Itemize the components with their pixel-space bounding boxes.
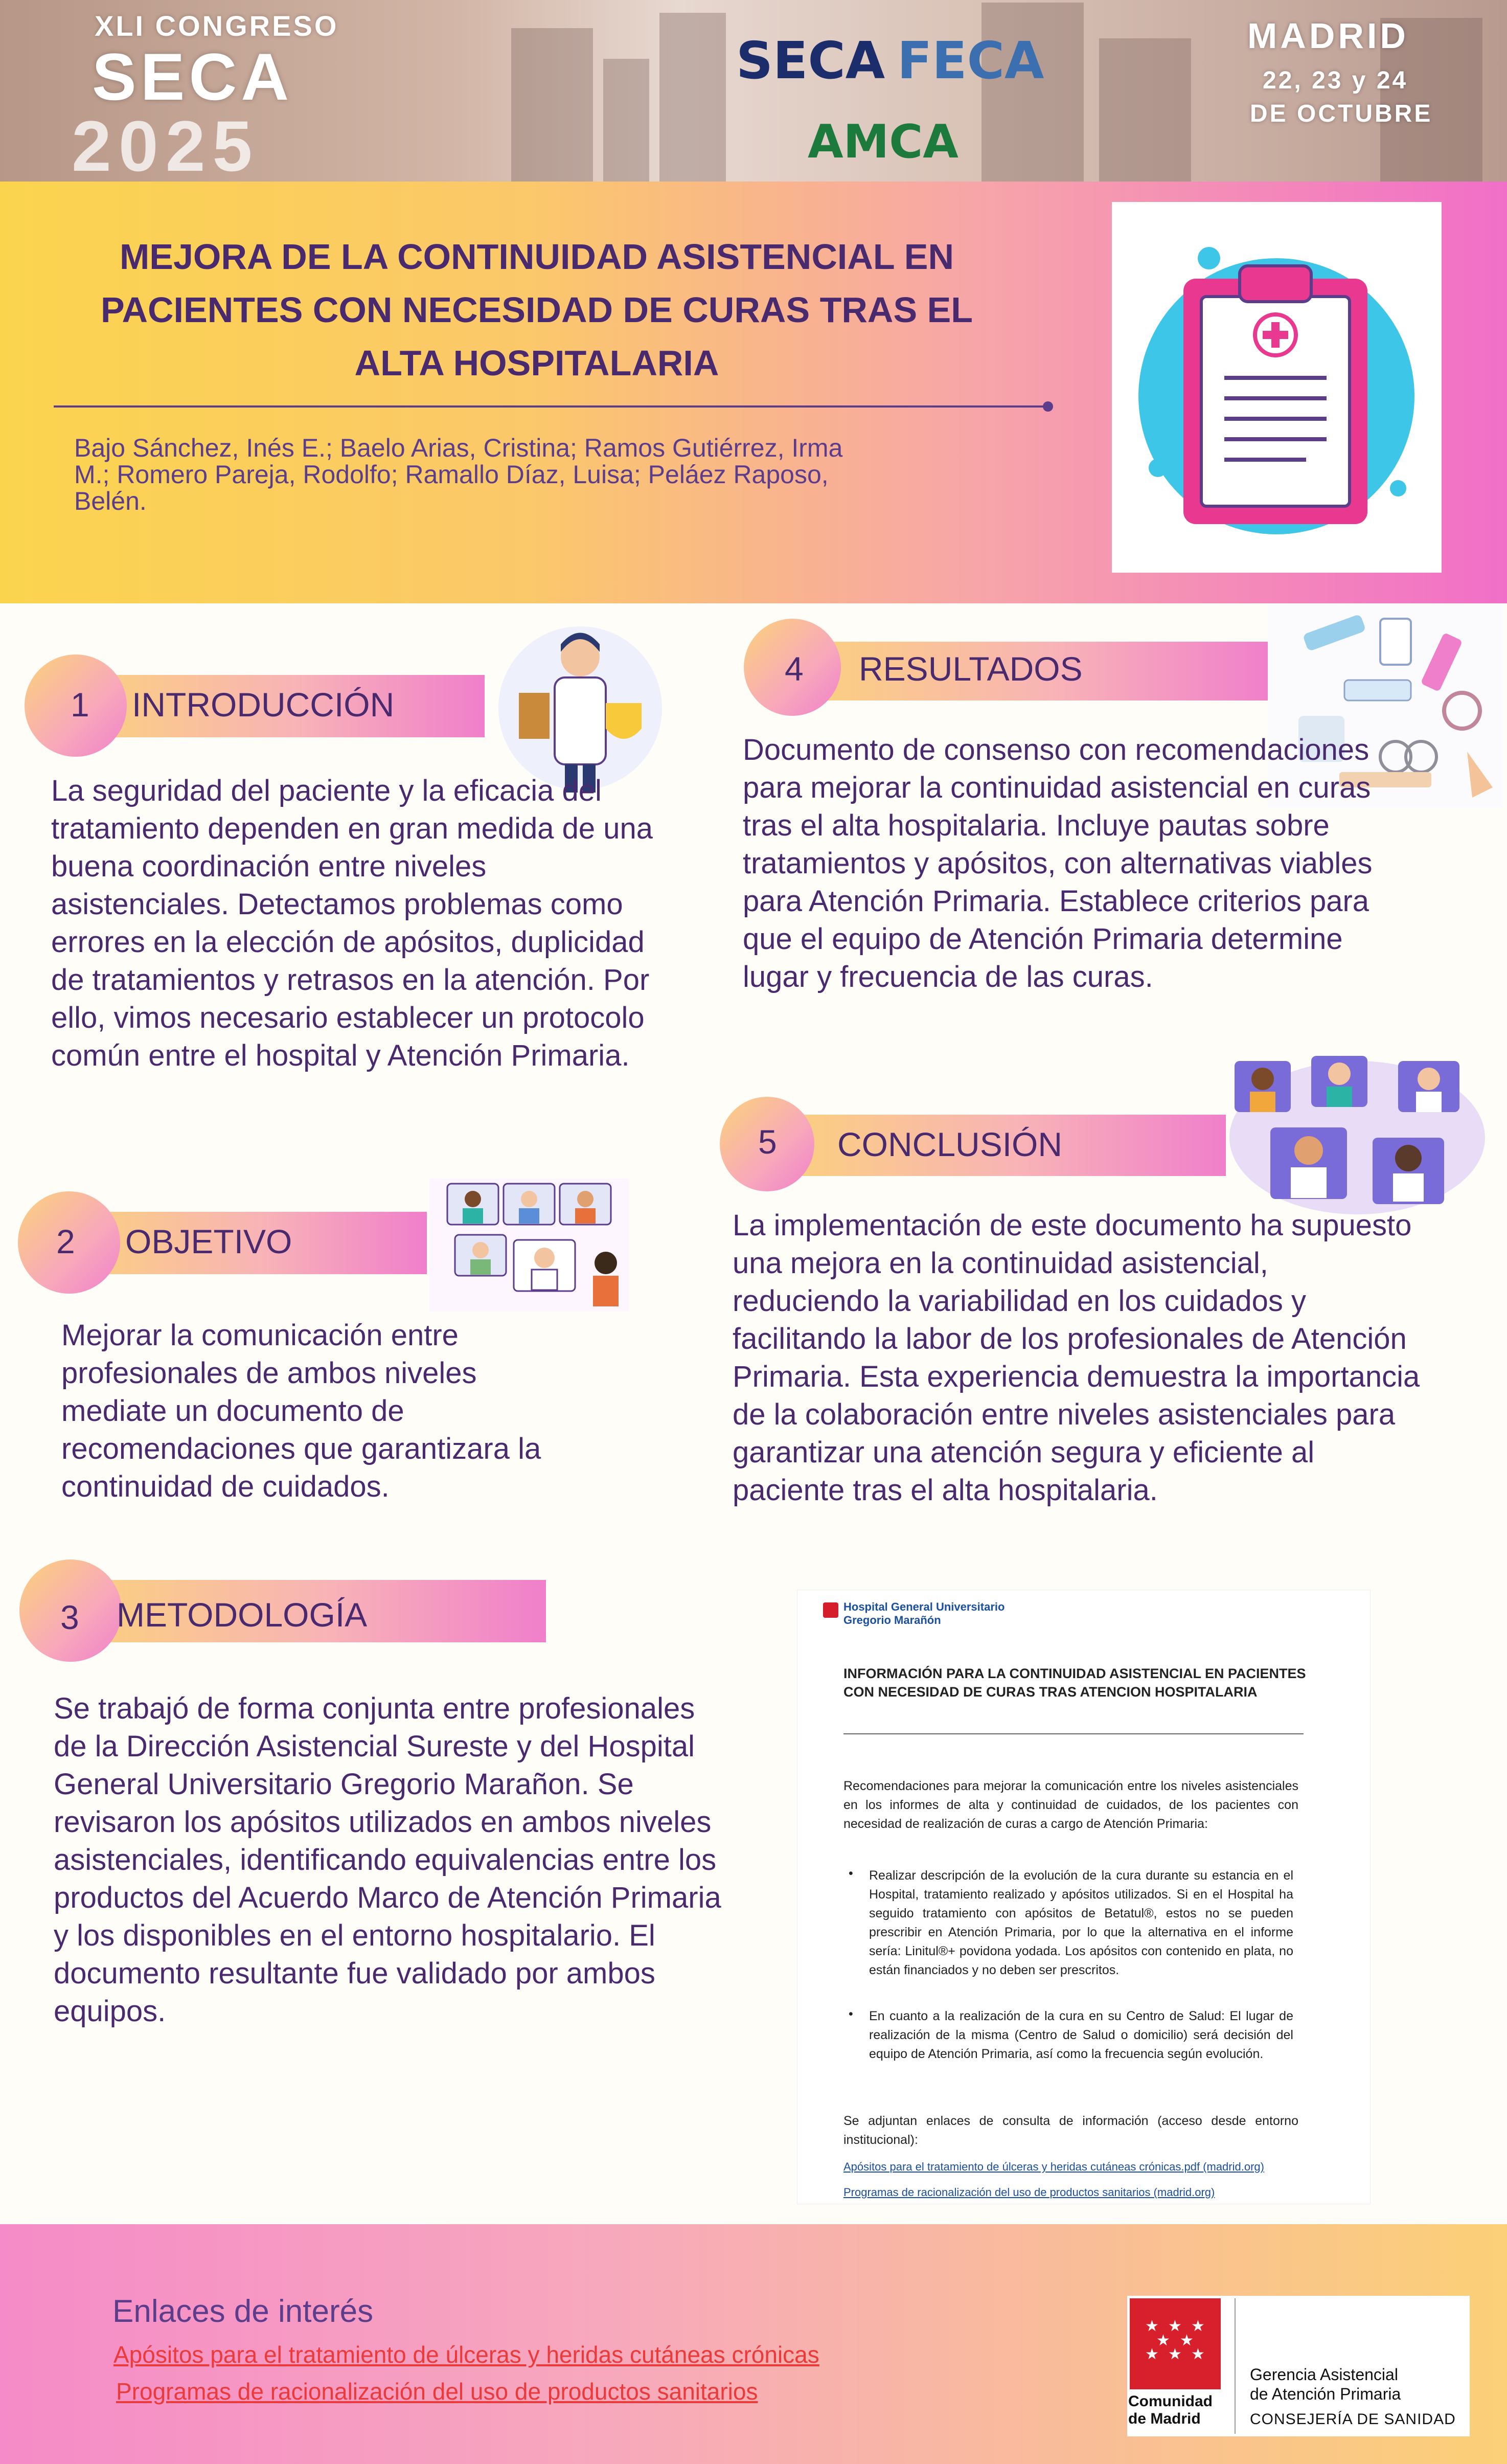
section-objetivo-header [18,1191,427,1276]
footer-link-apositos[interactable]: Apósitos para el tratamiento de úlceras y heridas cutáneas crónicas [113,2341,819,2368]
document-hospital: Hospital General Universitario Gregorio Marañón [843,1600,1005,1626]
cam-divider [1235,2298,1236,2434]
amca-logo: AMCA [808,115,958,169]
feca-logo: FECA [897,31,1044,91]
section-title: CONCLUSIÓN [837,1125,1063,1163]
congress-name: SECA [92,39,293,114]
header-banner [0,0,1507,182]
section-conclusion-header [720,1097,1226,1181]
seca-logo: SECA [736,31,885,91]
section-number: 1 [71,686,89,724]
section-number: 2 [56,1223,75,1260]
section-title: INTRODUCCIÓN [132,686,395,724]
section-title: RESULTADOS [859,650,1083,688]
section-number: 5 [758,1123,777,1161]
document-bullet2: En cuanto a la realización de la cura en su Centro de Salud: El lugar de realización de la misma (Centro de Salud o domicilio) será decisión del equipo de Atención Primaria, así como la frecuencia según evolución. [869,2009,1293,2061]
comunidad-madrid-name: Comunidad de Madrid [1128,2393,1213,2427]
section-intro-header [25,654,485,739]
gerencia-name: Gerencia Asistencial de Atención Primaria [1250,2365,1401,2403]
section-number: 3 [60,1598,79,1636]
section-metodologia-header [19,1559,546,1644]
section-intro-body: La seguridad del paciente y la eficacia del tratamiento dependen en gran medida de una buena coordinación entre niveles asistenciales. Detectamos problemas como errores en la elección de apósitos, duplicidad de tratamientos y retrasos en la atención. Por ello, vimos necesario establecer un protocolo común entre el hospital y Atención Primaria. [51,774,653,1072]
doctor-illustration [478,621,672,795]
bullet-icon: • [849,2007,853,2021]
comunidad-madrid-flag-icon: ★ ★ ★ ★ ★ ★ ★ ★ [1130,2298,1221,2389]
poster-title: MEJORA DE LA CONTINUIDAD ASISTENCIAL EN PACIENTES CON NECESIDAD DE CURAS TRAS EL ALTA HOSPITALARIA [100,237,973,383]
section-title: OBJETIVO [125,1223,292,1260]
section-conclusion-body: La implementación de este documento ha supuesto una mejora en la continuidad asistencial, reduciendo la variabilidad en los cuidados y facilitando la labor de los profesionales de Atención Primaria. Esta experiencia demuestra la importancia de la colaboración entre niveles asistenciales para garantizar una atención segura y eficiente al paciente tras el alta hospitalaria. [733,1209,1420,1507]
authors: Bajo Sánchez, Inés E.; Baelo Arias, Cristina; Ramos Gutiérrez, Irma M.; Romero Pareja, Rodolfo; Ramallo Díaz, Luisa; Peláez Raposo, Belén. [74,434,843,515]
section-objetivo-body: Mejorar la comunicación entre profesionales de ambos niveles mediate un documento de recomendaciones que garantizara la continuidad de cuidados. [61,1319,541,1503]
section-title: METODOLOGÍA [117,1596,368,1634]
document-divider [843,1733,1304,1734]
document-title: INFORMACIÓN PARA LA CONTINUIDAD ASISTENCIAL EN PACIENTES CON NECESIDAD DE CURAS TRAS ATENCION HOSPITALARIA [843,1666,1306,1700]
document-link2[interactable]: Programas de racionalización del uso de productos sanitarios (madrid.org) [843,2186,1215,2199]
document-preview [797,1590,1370,2204]
document-intro: Recomendaciones para mejorar la comunicación entre los niveles asistenciales en los informes de alta y continuidad de cuidados, de los pacientes con necesidad de realización de curas a cargo de Atención Primaria: [843,1779,1298,1831]
section-resultados-body: Documento de consenso con recomendaciones para mejorar la continuidad asistencial en curas tras el alta hospitalaria. Incluye pautas sobre tratamientos y apósitos, con alternativas viables para Atención Primaria. Establece criterios para que el equipo de Atención Primaria determine lugar y frecuencia de las curas. [743,733,1373,993]
title-divider [54,405,1048,408]
section-number: 4 [785,650,804,688]
bullet-icon: • [849,1866,853,1881]
dates-line1: 22, 23 y 24 [1263,67,1408,94]
team-meeting-illustration [1224,1051,1490,1219]
footer-link-programas[interactable]: Programas de racionalización del uso de productos sanitarios [116,2378,758,2405]
congress-label: XLI CONGRESO [95,10,339,42]
document-links-intro: Se adjuntan enlaces de consulta de información (acceso desde entorno institucional): [843,2114,1298,2147]
title-divider-dot [1043,401,1053,412]
footer-links-title: Enlaces de interés [112,2294,374,2329]
video-call-illustration [424,1173,634,1317]
clipboard-illustration [1112,202,1442,573]
document-bullet1: Realizar descripción de la evolución de la cura durante su estancia en el Hospital, tratamiento realizado y apósitos utilizados. Si en el Hospital ha seguido tratamiento con apósitos de Betatul®, estos no se pueden prescribir en Atención Primaria, por lo que la alternativa en el informe sería: Linitul®+ povidona yodada. Los apósitos con contenido en plata, no están financiados y no deben ser prescritos. [869,1868,1293,1977]
section-resultados-header [744,619,1270,703]
clipboard-icon [1112,202,1442,573]
hospital-logo-icon [823,1602,838,1618]
document-link1[interactable]: Apósitos para el tratamiento de úlceras y heridas cutáneas crónicas.pdf (madrid.org) [843,2160,1264,2173]
congress-year: 2025 [72,106,260,182]
section-metodologia-body: Se trabajó de forma conjunta entre profesionales de la Dirección Asistencial Sureste y del Hospital General Universitario Gregorio Marañon. Se revisaron los apósitos utilizados en ambos niveles asistenciales, identificando equivalencias entre los productos del Acuerdo Marco de Atención Primaria y los disponibles en el entorno hospitalario. El documento resultante fue validado por ambos equipos. [54,1692,721,2028]
city-label: MADRID [1247,16,1409,56]
consejeria-name: CONSEJERÍA DE SANIDAD [1250,2411,1456,2428]
dates-line2: DE OCTUBRE [1250,100,1433,127]
